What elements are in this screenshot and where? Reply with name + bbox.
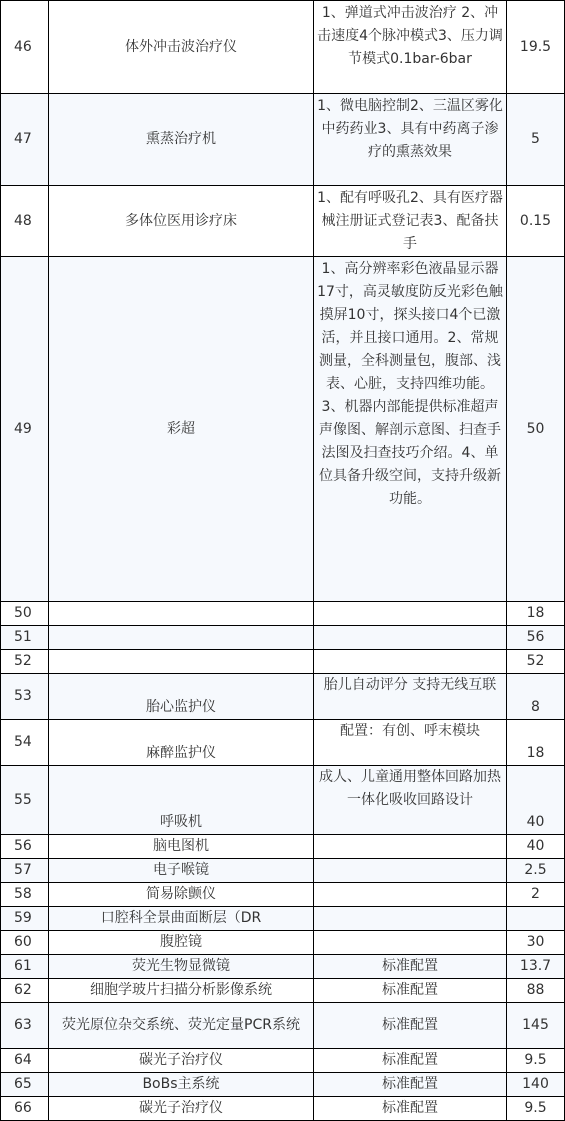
row-number: 49 [1,257,49,602]
row-number: 64 [1,1049,49,1073]
table-row [1,1003,565,1049]
table-row [1,186,565,257]
equipment-spec: 配置：有创、呼末模块 [314,720,507,766]
row-number: 47 [1,94,49,186]
equipment-name: 细胞学玻片扫描分析影像系统 [49,979,314,1003]
table-row [1,979,565,1003]
table-row [1,955,565,979]
quantity-cell: 18 [507,720,565,766]
row-number: 51 [1,626,49,650]
equipment-spec: 成人、儿童通用整体回路加热一体化吸收回路设计 [314,766,507,835]
table-row [1,1097,565,1121]
row-number: 48 [1,186,49,257]
equipment-spec: 标准配置 [314,979,507,1003]
table-row [1,1,565,94]
quantity-cell: 5 [507,94,565,186]
equipment-spec: 标准配置 [314,955,507,979]
row-number: 54 [1,720,49,766]
row-number: 55 [1,766,49,835]
equipment-spec [314,835,507,859]
equipment-name: 碳光子治疗仪 [49,1049,314,1073]
row-number: 62 [1,979,49,1003]
quantity-cell: 145 [507,1003,565,1049]
quantity-cell: 88 [507,979,565,1003]
quantity-cell: 56 [507,626,565,650]
quantity-cell [507,907,565,931]
equipment-name: 多体位医用诊疗床 [49,186,314,257]
equipment-spec: 1、弹道式冲击波治疗 2、冲击速度4个脉冲模式3、压力调节模式0.1bar-6bar [314,1,507,94]
quantity-cell: 19.5 [507,1,565,94]
row-number: 56 [1,835,49,859]
quantity-cell: 2.5 [507,859,565,883]
equipment-spec [314,626,507,650]
row-number: 59 [1,907,49,931]
equipment-name: 脑电图机 [49,835,314,859]
row-number: 46 [1,1,49,94]
row-number: 65 [1,1073,49,1097]
equipment-name: 荧光原位杂交系统、荧光定量PCR系统 [49,1003,314,1049]
equipment-name: 麻醉监护仪 [49,720,314,766]
quantity-cell: 140 [507,1073,565,1097]
table-row [1,883,565,907]
equipment-spec [314,859,507,883]
quantity-cell: 8 [507,674,565,720]
equipment-name: 彩超 [49,257,314,602]
equipment-name: 电子喉镜 [49,859,314,883]
quantity-cell: 2 [507,883,565,907]
equipment-name: 简易除颤仪 [49,883,314,907]
equipment-spec [314,907,507,931]
quantity-cell: 30 [507,931,565,955]
table-row [1,1049,565,1073]
equipment-spec: 胎儿自动评分 支持无线互联 [314,674,507,720]
equipment-name: 呼吸机 [49,766,314,835]
equipment-spec [314,650,507,674]
quantity-cell: 40 [507,835,565,859]
row-number: 61 [1,955,49,979]
quantity-cell: 0.15 [507,186,565,257]
equipment-spec: 1、配有呼吸孔2、具有医疗器械注册证式登记表3、配备扶手 [314,186,507,257]
table-row [1,859,565,883]
quantity-cell: 9.5 [507,1049,565,1073]
row-number: 57 [1,859,49,883]
table-row [1,674,565,720]
table-row [1,720,565,766]
equipment-spec [314,883,507,907]
equipment-name [49,602,314,626]
row-number: 58 [1,883,49,907]
table-row [1,94,565,186]
equipment-spec: 标准配置 [314,1003,507,1049]
table-row [1,931,565,955]
table-row [1,257,565,602]
row-number: 52 [1,650,49,674]
equipment-spec: 标准配置 [314,1073,507,1097]
table-row [1,835,565,859]
row-number: 66 [1,1097,49,1121]
equipment-name [49,650,314,674]
table-row [1,626,565,650]
row-number: 63 [1,1003,49,1049]
table-row [1,1073,565,1097]
equipment-name: 碳光子治疗仪 [49,1097,314,1121]
table-row [1,907,565,931]
equipment-name: BoBs主系统 [49,1073,314,1097]
equipment-spec: 1、微电脑控制2、三温区雾化中药药业3、具有中药离子渗疗的熏蒸效果 [314,94,507,186]
equipment-spec: 标准配置 [314,1049,507,1073]
equipment-spec: 1、高分辨率彩色液晶显示器17寸，高灵敏度防反光彩色触摸屏10寸，探头接口4个已激活，并且接口通用。2、常规测量，全科测量包，腹部、浅表、心脏，支持四维功能。3、机器内部能提供标准超声声像图、解剖示意图、扫查手法图及扫查技巧介绍。4、单位具备升级空间，支持升级新功能。 [314,257,507,602]
equipment-spec: 标准配置 [314,1097,507,1121]
equipment-name: 口腔科全景曲面断层（DR [49,907,314,931]
equipment-name [49,626,314,650]
table-row [1,766,565,835]
equipment-name: 体外冲击波治疗仪 [49,1,314,94]
table-row [1,602,565,626]
equipment-name: 熏蒸治疗机 [49,94,314,186]
row-number: 60 [1,931,49,955]
equipment-name: 腹腔镜 [49,931,314,955]
equipment-spec [314,931,507,955]
row-number: 53 [1,674,49,720]
row-number: 50 [1,602,49,626]
quantity-cell: 13.7 [507,955,565,979]
quantity-cell: 9.5 [507,1097,565,1121]
quantity-cell: 50 [507,257,565,602]
quantity-cell: 52 [507,650,565,674]
equipment-spec [314,602,507,626]
quantity-cell: 40 [507,766,565,835]
equipment-name: 胎心监护仪 [49,674,314,720]
equipment-name: 荧光生物显微镜 [49,955,314,979]
quantity-cell: 18 [507,602,565,626]
table-row [1,650,565,674]
